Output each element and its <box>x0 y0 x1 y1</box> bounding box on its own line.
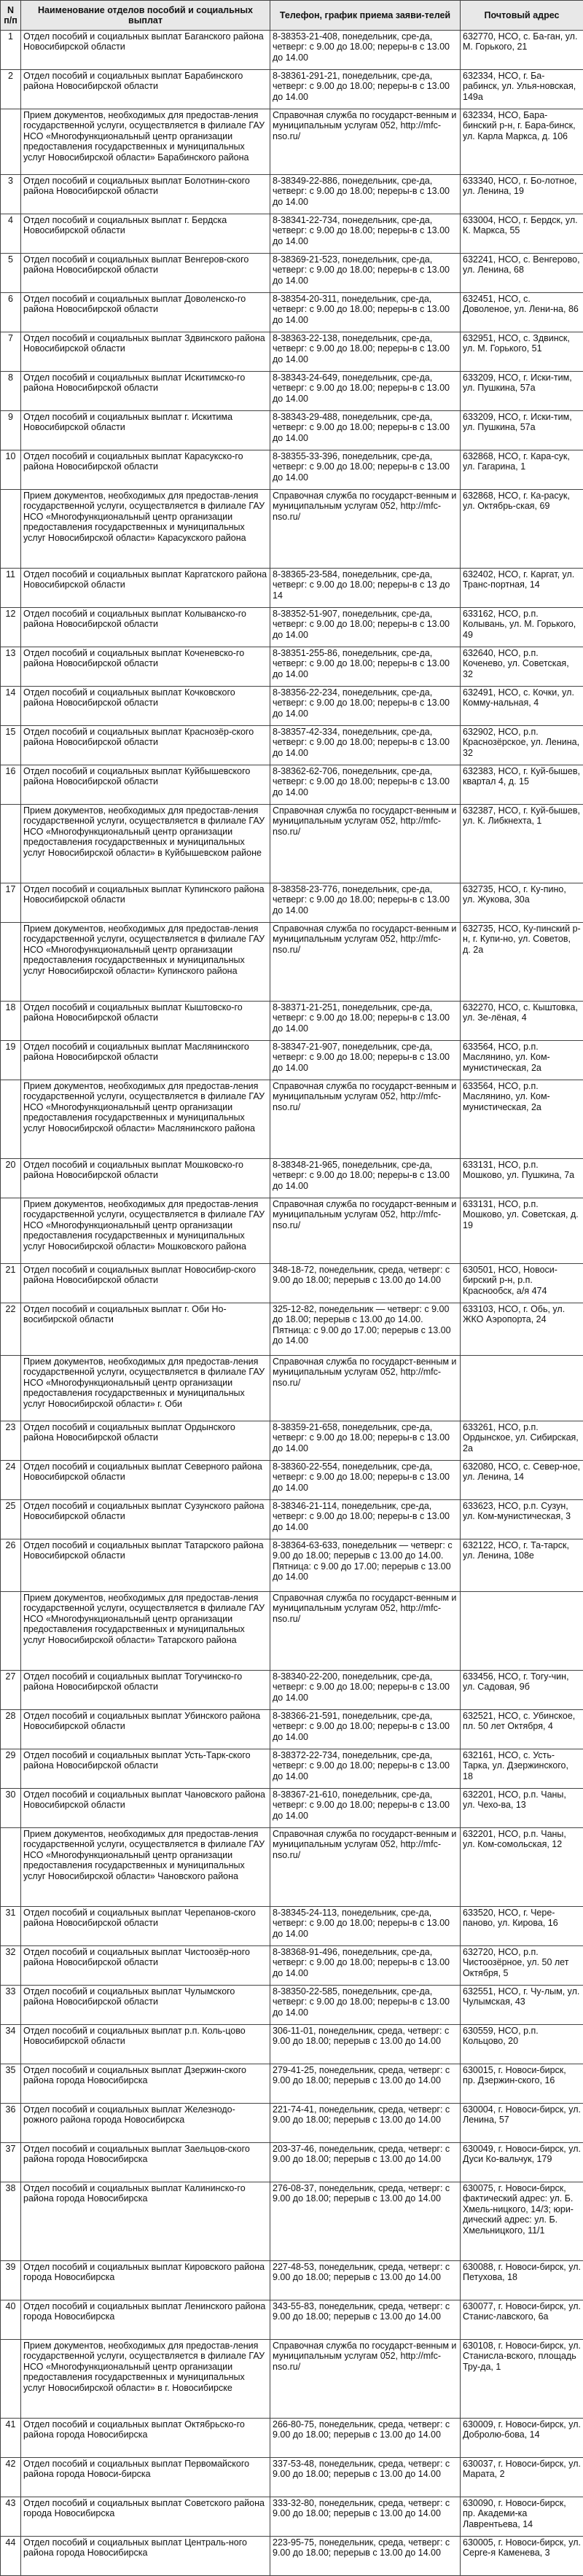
table-row <box>1 109 583 175</box>
row-number: 16 <box>1 765 21 805</box>
table-row <box>1 1041 583 1080</box>
table-row <box>1 1198 583 1264</box>
row-number: 35 <box>1 2064 21 2104</box>
table-row <box>1 411 583 450</box>
phone-schedule: Справочная служба по государст-венным и муниципальным услугам 052, http://mfc-nso.ru/ <box>270 2340 461 2419</box>
office-name: Отдел пособий и социальных выплат Чулымского района Новосибирской области <box>21 1986 270 2025</box>
table-row <box>1 2025 583 2064</box>
table-row <box>1 490 583 569</box>
postal-address: 632491, НСО, с. Кочки, ул. Комму-нальная, 4 <box>461 687 583 726</box>
row-number: 29 <box>1 1749 21 1789</box>
phone-schedule: 325-12-82, понедельник — четверг: с 9.00 до 18.00; перерыв с 13.00 до 14.00. Пятница: с 9.00 до 17.00; перерыв с 13.00 до 14.00 <box>270 1303 461 1356</box>
table-row <box>1 31 583 70</box>
row-number: 19 <box>1 1041 21 1080</box>
row-number: 30 <box>1 1789 21 1828</box>
phone-schedule: 8-38343-29-488, понедельник, сре-да, четверг: с 9.00 до 18.00; переры-в с 13.00 до 14.00 <box>270 411 461 450</box>
office-name: Прием документов, необходимых для предостав-ления государственной услуги, осуществляется в филиале ГАУ НСО «Многофункциональный центр организации предоставления государственных и муниципальных услуг Новосибирской области» Мошковского района <box>21 1198 270 1264</box>
row-number: 10 <box>1 450 21 490</box>
row-number <box>1 490 21 569</box>
office-name: Отдел пособий и социальных выплат Усть-Тарк-ского района Новосибирской области <box>21 1749 270 1789</box>
office-name: Прием документов, необходимых для предостав-ления государственной услуги, осуществляется в филиале ГАУ НСО «Многофункциональный центр организации предоставления государственных и муниципальных услуг Новосибирской области» в Куйбышевском районе <box>21 805 270 883</box>
row-number <box>1 805 21 883</box>
office-name: Отдел пособий и социальных выплат г. Оби Но-восибирской области <box>21 1303 270 1356</box>
office-name: Отдел пособий и социальных выплат Дзержин-ского района города Новосибирска <box>21 2064 270 2104</box>
phone-schedule: 8-38372-22-734, понедельник, сре-да, четверг: с 9.00 до 18.00; переры-в с 13.00 до 14.00 <box>270 1749 461 1789</box>
phone-schedule: 333-32-80, понедельник, среда, четверг: с 9.00 до 18.00; перерыв с 13.00 до 14.00 <box>270 2497 461 2537</box>
row-number: 42 <box>1 2458 21 2497</box>
row-number: 41 <box>1 2419 21 2458</box>
office-name: Отдел пособий и социальных выплат Черепанов-ского района Новосибирской области <box>21 1907 270 1946</box>
row-number: 20 <box>1 1159 21 1198</box>
postal-address: 632383, НСО, г. Куй-бышев, квартал 4, д. 15 <box>461 765 583 805</box>
postal-address: 632402, НСО, г. Каргат, ул. Транс-портная, 14 <box>461 569 583 608</box>
postal-address: 632951, НСО, с. Здвинск, ул. М. Горького, 51 <box>461 332 583 372</box>
row-number: 11 <box>1 569 21 608</box>
row-number: 32 <box>1 1946 21 1986</box>
table-row <box>1 254 583 293</box>
table-row <box>1 293 583 332</box>
table-row <box>1 2340 583 2419</box>
header-number: N п/п <box>1 1 21 31</box>
header-postal-address: Почтовый адрес <box>461 1 583 31</box>
postal-address: 632201, НСО, р.п. Чаны, ул. Чехо-ва, 13 <box>461 1789 583 1828</box>
office-name: Отдел пособий и социальных выплат Централь-ного района города Новосибирска <box>21 2537 270 2576</box>
phone-schedule: 8-38360-22-554, понедельник, сре-да, четверг: с 9.00 до 18.00; переры-в с 13.00 до 14.00 <box>270 1461 461 1500</box>
row-number: 2 <box>1 70 21 109</box>
postal-address: 632902, НСО, р.п. Краснозёрское, ул. Ленина, 32 <box>461 726 583 765</box>
postal-address: 632161, НСО, с. Усть-Тарка, ул. Дзержинского, 18 <box>461 1749 583 1789</box>
postal-address: 632868, НСО, г. Кара-сук, ул. Гагарина, 1 <box>461 450 583 490</box>
postal-address: 633564, НСО, р.п. Маслянино, ул. Ком-мунистическая, 2а <box>461 1041 583 1080</box>
office-name: Отдел пособий и социальных выплат Октябрьско-го района города Новосибирска <box>21 2419 270 2458</box>
phone-schedule: Справочная служба по государст-венным и муниципальным услугам 052, http://mfc-nso.ru/ <box>270 805 461 883</box>
postal-address: 633520, НСО, г. Чере-паново, ул. Кирова, 16 <box>461 1907 583 1946</box>
office-name: Отдел пособий и социальных выплат Купинского района Новосибирской области <box>21 883 270 923</box>
row-number: 26 <box>1 1539 21 1592</box>
phone-schedule: 8-38357-42-334, понедельник, сре-да, четверг: с 9.00 до 18.00; переры-в с 13.00 до 14.00 <box>270 726 461 765</box>
table-row <box>1 175 583 214</box>
table-row <box>1 2497 583 2537</box>
phone-schedule: 8-38361-291-21, понедельник, сре-да, четверг: с 9.00 до 18.00; переры-в с 13.00 до 14.00 <box>270 70 461 109</box>
table-row <box>1 2458 583 2497</box>
row-number: 3 <box>1 175 21 214</box>
row-number: 39 <box>1 2261 21 2300</box>
office-name: Отдел пособий и социальных выплат Краснозёр-ского района Новосибирской области <box>21 726 270 765</box>
phone-schedule: 227-48-53, понедельник, среда, четверг: с 9.00 до 18.00; перерыв с 13.00 до 14.00 <box>270 2261 461 2300</box>
office-name: Отдел пособий и социальных выплат Железнодо-рожного района города Новосибирска <box>21 2104 270 2143</box>
postal-address: 633131, НСО, р.п. Мошково, ул. Советская, д. 19 <box>461 1198 583 1264</box>
table-row <box>1 1749 583 1789</box>
office-name: Отдел пособий и социальных выплат г. Искитима Новосибирской области <box>21 411 270 450</box>
postal-address: 633623, НСО, р.п. Сузун, ул. Ком-мунистическая, 3 <box>461 1500 583 1539</box>
postal-address: 630004, г. Новоси-бирск, ул. Ленина, 57 <box>461 2104 583 2143</box>
row-number: 43 <box>1 2497 21 2537</box>
row-number: 17 <box>1 883 21 923</box>
row-number <box>1 1356 21 1421</box>
phone-schedule: 279-41-25, понедельник, среда, четверг: с 9.00 до 18.00; перерыв с 13.00 до 14.00 <box>270 2064 461 2104</box>
table-row <box>1 70 583 109</box>
phone-schedule: 8-38356-22-234, понедельник, сре-да, четверг: с 9.00 до 18.00; переры-в с 13.00 до 14.00 <box>270 687 461 726</box>
office-name: Прием документов, необходимых для предостав-ления государственной услуги, осуществляется в филиале ГАУ НСО «Многофункциональный центр организации предоставления государственных и муниципальных услуг Новосибирской области» Барабинского района <box>21 109 270 175</box>
phone-schedule: 8-38346-21-114, понедельник, сре-да, четверг: с 9.00 до 18.00; переры-в с 13.00 до 14.00 <box>270 1500 461 1539</box>
phone-schedule: 8-38371-21-251, понедельник, сре-да, четверг: с 9.00 до 18.00; переры-в с 13.00 до 14.00 <box>270 1002 461 1041</box>
row-number: 25 <box>1 1500 21 1539</box>
table-row <box>1 372 583 411</box>
table-row <box>1 1080 583 1159</box>
phone-schedule: 203-37-46, понедельник, среда, четверг: с 9.00 до 18.00; перерыв с 13.00 до 14.00 <box>270 2143 461 2182</box>
postal-address: 630009, г. Новоси-бирск, ул. Добролю-бова, 14 <box>461 2419 583 2458</box>
office-name: Отдел пособий и социальных выплат Маслянинского района Новосибирской области <box>21 1041 270 1080</box>
office-name: Отдел пособий и социальных выплат Баганского района Новосибирской области <box>21 31 270 70</box>
postal-address: 632201, НСО, р.п. Чаны, ул. Ком-сомольская, 12 <box>461 1828 583 1907</box>
row-number: 31 <box>1 1907 21 1946</box>
phone-schedule: 8-38364-63-633, понедельник — четверг: с 9.00 до 18.00; перерыв с 13.00 до 14.00. Пятница: с 9.00 до 17.00; перерыв с 13.00 до 14.00 <box>270 1539 461 1592</box>
office-name: Отдел пособий и социальных выплат Искитимско-го района Новосибирской области <box>21 372 270 411</box>
postal-address: 632122, НСО, г. Та-тарск, ул. Ленина, 108е <box>461 1539 583 1592</box>
row-number <box>1 1198 21 1264</box>
phone-schedule: 8-38348-21-965, понедельник, сре-да, четверг: с 9.00 до 18.00; переры-в с 13.00 до 14.00 <box>270 1159 461 1198</box>
office-name: Прием документов, необходимых для предостав-ления государственной услуги, осуществляется в филиале ГАУ НСО «Многофункциональный центр организации предоставления государственных и муниципальных услуг Новосибирской области» Татарского района <box>21 1592 270 1671</box>
postal-address: 633103, НСО, г. Обь, ул. ЖКО Аэропорта, 24 <box>461 1303 583 1356</box>
row-number: 8 <box>1 372 21 411</box>
postal-address: 630108, г. Новоси-бирск, ул. Станисла-вского, площадь Тру-да, 1 <box>461 2340 583 2419</box>
table-row <box>1 2104 583 2143</box>
office-name: Отдел пособий и социальных выплат Кировского района города Новосибирска <box>21 2261 270 2300</box>
office-name: Отдел пособий и социальных выплат р.п. Коль-цово Новосибирской области <box>21 2025 270 2064</box>
office-name: Прием документов, необходимых для предостав-ления государственной услуги, осуществляется в филиале ГАУ НСО «Многофункциональный центр организации предоставления государственных и муниципальных услуг Новосибирской области» в г. Новосибирске <box>21 2340 270 2419</box>
row-number: 24 <box>1 1461 21 1500</box>
row-number <box>1 2340 21 2419</box>
phone-schedule: 8-38351-255-86, понедельник, сре-да, четверг: с 9.00 до 18.00; переры-в с 13.00 до 14.00 <box>270 647 461 687</box>
phone-schedule: 306-11-01, понедельник, среда, четверг: с 9.00 до 18.00; перерыв с 13.00 до 14.00 <box>270 2025 461 2064</box>
table-row <box>1 2143 583 2182</box>
postal-address: 630037, г. Новоси-бирск, ул. Марата, 2 <box>461 2458 583 2497</box>
table-row <box>1 1159 583 1198</box>
postal-address: 632770, НСО, с. Ба-ган, ул. М. Горького, 21 <box>461 31 583 70</box>
phone-schedule: 8-38340-22-200, понедельник, сре-да, четверг: с 9.00 до 18.00; переры-в с 13.00 до 14.00 <box>270 1671 461 1710</box>
postal-address: 632270, НСО, с. Кыштовка, ул. Зе-лёная, 4 <box>461 1002 583 1041</box>
table-row <box>1 450 583 490</box>
office-name: Прием документов, необходимых для предостав-ления государственной услуги, осуществляется в филиале ГАУ НСО «Многофункциональный центр организации предоставления государственных и муниципальных услуг Новосибирской области» г. Оби <box>21 1356 270 1421</box>
postal-address: 633209, НСО, г. Иски-тим, ул. Пушкина, 57а <box>461 411 583 450</box>
row-number: 40 <box>1 2300 21 2340</box>
table-row <box>1 569 583 608</box>
table-row <box>1 1828 583 1907</box>
table-row <box>1 923 583 1002</box>
table-row <box>1 2182 583 2261</box>
postal-address: 630075, г. Новоси-бирск, фактический адрес: ул. Б. Хмель-ницкого, 14/3; юри-дический адрес: ул. Б. Хмельницкого, 11/1 <box>461 2182 583 2261</box>
office-name: Отдел пособий и социальных выплат Сузунского района Новосибирской области <box>21 1500 270 1539</box>
postal-address: 630005, г. Новоси-бирск, ул. Серге-я Каменева, 3 <box>461 2537 583 2576</box>
table-row <box>1 2261 583 2300</box>
office-name: Прием документов, необходимых для предостав-ления государственной услуги, осуществляется в филиале ГАУ НСО «Многофункциональный центр организации предоставления государственных и муниципальных услуг Новосибирской области» Маслянинского района <box>21 1080 270 1159</box>
office-name: Отдел пособий и социальных выплат Калининско-го района города Новосибирска <box>21 2182 270 2261</box>
office-name: Прием документов, необходимых для предостав-ления государственной услуги, осуществляется в филиале ГАУ НСО «Многофункциональный центр организации предоставления государственных и муниципальных услуг Новосибирской области» Карасукского района <box>21 490 270 569</box>
office-name: Отдел пособий и социальных выплат Кочковского района Новосибирской области <box>21 687 270 726</box>
postal-address: 630088, г. Новоси-бирск, ул. Петухова, 18 <box>461 2261 583 2300</box>
phone-schedule: 8-38365-23-584, понедельник, сре-да, четверг: с 9.00 до 18.00; переры-в с 13 до 14 <box>270 569 461 608</box>
row-number: 1 <box>1 31 21 70</box>
postal-address: 633340, НСО, г. Бо-лотное, ул. Ленина, 19 <box>461 175 583 214</box>
row-number: 18 <box>1 1002 21 1041</box>
postal-address: 633564, НСО, р.п. Маслянино, ул. Ком-мунистическая, 2а <box>461 1080 583 1159</box>
office-name: Отдел пособий и социальных выплат Убинского района Новосибирской области <box>21 1710 270 1749</box>
table-row <box>1 883 583 923</box>
table-row <box>1 332 583 372</box>
table-row <box>1 2537 583 2576</box>
postal-address <box>461 1356 583 1421</box>
table-row <box>1 1592 583 1671</box>
phone-schedule: 8-38353-21-408, понедельник, сре-да, четверг: с 9.00 до 18.00; переры-в с 13.00 до 14.00 <box>270 31 461 70</box>
postal-address <box>461 1592 583 1671</box>
postal-address: 630049, г. Новоси-бирск, ул. Дуси Ко-вальчук, 179 <box>461 2143 583 2182</box>
table-row <box>1 647 583 687</box>
header-phone-schedule: Телефон, график приема заяви-телей <box>270 1 461 31</box>
table-body <box>1 31 583 2576</box>
phone-schedule: 8-38369-21-523, понедельник, сре-да, четверг: с 9.00 до 18.00; переры-в с 13.00 до 14.00 <box>270 254 461 293</box>
row-number <box>1 1080 21 1159</box>
table-row <box>1 726 583 765</box>
office-name: Отдел пособий и социальных выплат Доволенско-го района Новосибирской области <box>21 293 270 332</box>
phone-schedule: Справочная служба по государст-венным и муниципальным услугам 052, http://mfc-nso.ru/ <box>270 1080 461 1159</box>
postal-address: 630077, г. Новоси-бирск, ул. Станис-лавского, 6а <box>461 2300 583 2340</box>
office-name: Отдел пособий и социальных выплат Чановского района Новосибирской области <box>21 1789 270 1828</box>
phone-schedule: 8-38363-22-138, понедельник, сре-да, четверг: с 9.00 до 18.00; переры-в с 13.00 до 14.00 <box>270 332 461 372</box>
phone-schedule: 8-38366-21-591, понедельник, сре-да, четверг: с 9.00 до 18.00; переры-в с 13.00 до 14.00 <box>270 1710 461 1749</box>
postal-address: 632868, НСО, г. Ка-расук, ул. Октябрь-ская, 69 <box>461 490 583 569</box>
postal-address: 630090, г. Новоси-бирск, пр. Академи-ка Лаврентьева, 14 <box>461 2497 583 2537</box>
row-number: 37 <box>1 2143 21 2182</box>
phone-schedule: 8-38367-21-610, понедельник, сре-да, четверг: с 9.00 до 18.00; переры-в с 13.00 до 14.00 <box>270 1789 461 1828</box>
table-row <box>1 1907 583 1946</box>
postal-address: 632451, НСО, с. Доволеное, ул. Лени-на, 86 <box>461 293 583 332</box>
office-name: Отдел пособий и социальных выплат Тогучинско-го района Новосибирской области <box>21 1671 270 1710</box>
row-number: 34 <box>1 2025 21 2064</box>
phone-schedule: 276-08-37, понедельник, среда, четверг: с 9.00 до 18.00; перерыв с 13.00 до 14.00 <box>270 2182 461 2261</box>
row-number: 38 <box>1 2182 21 2261</box>
postal-address: 633209, НСО, г. Иски-тим, ул. Пушкина, 57а <box>461 372 583 411</box>
office-name: Отдел пособий и социальных выплат Советского района города Новосибирска <box>21 2497 270 2537</box>
table-row <box>1 1946 583 1986</box>
postal-address: 633004, НСО, г. Бердск, ул. К. Маркса, 55 <box>461 214 583 254</box>
row-number: 44 <box>1 2537 21 2576</box>
row-number: 27 <box>1 1671 21 1710</box>
office-name: Отдел пособий и социальных выплат Первомайского района города Новоси-бирска <box>21 2458 270 2497</box>
postal-address: 632720, НСО, р.п. Чистоозёрное, ул. 50 лет Октября, 5 <box>461 1946 583 1986</box>
row-number: 22 <box>1 1303 21 1356</box>
phone-schedule: 337-53-48, понедельник, среда, четверг: с 9.00 до 18.00; перерыв с 13.00 до 14.00 <box>270 2458 461 2497</box>
phone-schedule: 8-38368-91-496, понедельник, сре-да, четверг: с 9.00 до 18.00; переры-в с 13.00 до 14.00 <box>270 1946 461 1986</box>
phone-schedule: Справочная служба по государст-венным и муниципальным услугам 052, http://mfc-nso.ru/ <box>270 109 461 175</box>
phone-schedule: Справочная служба по государст-венным и муниципальным услугам 052, http://mfc-nso.ru/ <box>270 1198 461 1264</box>
postal-address: 632080, НСО, с. Север-ное, ул. Ленина, 14 <box>461 1461 583 1500</box>
row-number: 36 <box>1 2104 21 2143</box>
row-number <box>1 923 21 1002</box>
table-row <box>1 1671 583 1710</box>
office-name: Отдел пособий и социальных выплат Куйбышевского района Новосибирской области <box>21 765 270 805</box>
office-name: Отдел пособий и социальных выплат г. Бердска Новосибирской области <box>21 214 270 254</box>
phone-schedule: 223-95-75, понедельник, среда, четверг: с 9.00 до 18.00; перерыв с 13.00 до 14.00 <box>270 2537 461 2576</box>
header-office-name: Наименование отделов пособий и социальных выплат <box>21 1 270 31</box>
phone-schedule: 8-38347-21-907, понедельник, сре-да, четверг: с 9.00 до 18.00; переры-в с 13.00 до 14.00 <box>270 1041 461 1080</box>
table-row <box>1 1539 583 1592</box>
phone-schedule: 8-38343-24-649, понедельник, сре-да, четверг: с 9.00 до 18.00; переры-в с 13.00 до 14.00 <box>270 372 461 411</box>
office-name: Отдел пособий и социальных выплат Колыванско-го района Новосибирской области <box>21 608 270 647</box>
phone-schedule: Справочная служба по государст-венным и муниципальным услугам 052, http://mfc-nso.ru/ <box>270 490 461 569</box>
phone-schedule: 8-38345-24-113, понедельник, сре-да, четверг: с 9.00 до 18.00; переры-в с 13.00 до 14.00 <box>270 1907 461 1946</box>
table-row <box>1 214 583 254</box>
table-row <box>1 608 583 647</box>
phone-schedule: 8-38349-22-886, понедельник, сре-да, четверг: с 9.00 до 18.00; переры-в с 13.00 до 14.00 <box>270 175 461 214</box>
postal-address: 632334, НСО, г. Ба-рабинск, ул. Улья-новская, 149а <box>461 70 583 109</box>
row-number: 5 <box>1 254 21 293</box>
postal-address: 632387, НСО, г. Куй-бышев, ул. К. Либкнехта, 1 <box>461 805 583 883</box>
phone-schedule: Справочная служба по государст-венным и муниципальным услугам 052, http://mfc-nso.ru/ <box>270 923 461 1002</box>
postal-address: 632640, НСО, р.п. Коченево, ул. Советская, 32 <box>461 647 583 687</box>
office-name: Прием документов, необходимых для предостав-ления государственной услуги, осуществляется в филиале ГАУ НСО «Многофункциональный центр организации предоставления государственных и муниципальных услуг Новосибирской области» Купинского района <box>21 923 270 1002</box>
row-number: 9 <box>1 411 21 450</box>
phone-schedule: 221-74-41, понедельник, среда, четверг: с 9.00 до 18.00; перерыв с 13.00 до 14.00 <box>270 2104 461 2143</box>
row-number: 28 <box>1 1710 21 1749</box>
office-name: Отдел пособий и социальных выплат Заельцов-ского района города Новосибирска <box>21 2143 270 2182</box>
phone-schedule: 8-38358-23-776, понедельник, сре-да, четверг: с 9.00 до 18.00; переры-в с 13.00 до 14.00 <box>270 883 461 923</box>
postal-address: 633162, НСО, р.п. Колывань, ул. М. Горького, 49 <box>461 608 583 647</box>
office-name: Отдел пособий и социальных выплат Новосибир-ского района Новосибирской области <box>21 1264 270 1303</box>
table-row <box>1 1303 583 1356</box>
phone-schedule: 8-38352-51-907, понедельник, сре-да, четверг: с 9.00 до 18.00; переры-в с 13.00 до 14.00 <box>270 608 461 647</box>
row-number: 15 <box>1 726 21 765</box>
row-number <box>1 1828 21 1907</box>
row-number: 13 <box>1 647 21 687</box>
row-number <box>1 1592 21 1671</box>
office-name: Отдел пособий и социальных выплат Северного района Новосибирской области <box>21 1461 270 1500</box>
phone-schedule: 8-38350-22-585, понедельник, сре-да, четверг: с 9.00 до 18.00; переры-в с 13.00 до 14.00 <box>270 1986 461 2025</box>
phone-schedule: 8-38341-22-734, понедельник, сре-да, четверг: с 9.00 до 18.00; переры-в с 13.00 до 14.00 <box>270 214 461 254</box>
office-name: Отдел пособий и социальных выплат Каргатского района Новосибирской области <box>21 569 270 608</box>
row-number: 14 <box>1 687 21 726</box>
postal-address: 632551, НСО, г. Чу-лым, ул. Чулымская, 43 <box>461 1986 583 2025</box>
phone-schedule: Справочная служба по государст-венным и муниципальным услугам 052, http://mfc-nso.ru/ <box>270 1356 461 1421</box>
office-name: Отдел пособий и социальных выплат Ленинского района города Новосибирска <box>21 2300 270 2340</box>
postal-address: 632735, НСО, г. Ку-пино, ул. Жукова, 30а <box>461 883 583 923</box>
office-name: Отдел пособий и социальных выплат Мошковско-го района Новосибирской области <box>21 1159 270 1198</box>
table-row <box>1 1356 583 1421</box>
office-name: Отдел пособий и социальных выплат Барабинского района Новосибирской области <box>21 70 270 109</box>
postal-address: 632521, НСО, с. Убинское, пл. 50 лет Октября, 4 <box>461 1710 583 1749</box>
office-name: Отдел пособий и социальных выплат Здвинского района Новосибирской области <box>21 332 270 372</box>
postal-address: 630559, НСО, р.п. Кольцово, 20 <box>461 2025 583 2064</box>
table-header-row <box>1 1 583 31</box>
table-row <box>1 805 583 883</box>
office-name: Отдел пособий и социальных выплат Чистоозёр-ного района Новосибирской области <box>21 1946 270 1986</box>
row-number: 4 <box>1 214 21 254</box>
office-name: Отдел пособий и социальных выплат Болотнин-ского района Новосибирской области <box>21 175 270 214</box>
table-row <box>1 1710 583 1749</box>
table-row <box>1 1421 583 1461</box>
postal-address: 633456, НСО, г. Тогу-чин, ул. Садовая, 9б <box>461 1671 583 1710</box>
phone-schedule: 266-80-75, понедельник, среда, четверг: с 9.00 до 18.00; перерыв с 13.00 до 14.00 <box>270 2419 461 2458</box>
table-row <box>1 2419 583 2458</box>
postal-address: 632241, НСО, с. Венгерово, ул. Ленина, 68 <box>461 254 583 293</box>
table-row <box>1 2064 583 2104</box>
table-row <box>1 1986 583 2025</box>
row-number: 12 <box>1 608 21 647</box>
table-row <box>1 1789 583 1828</box>
office-name: Отдел пособий и социальных выплат Татарского района Новосибирской области <box>21 1539 270 1592</box>
postal-address: 632334, НСО, Бара-бинский р-н, г. Бара-бинск, ул. Карла Маркса, д. 106 <box>461 109 583 175</box>
office-name: Отдел пособий и социальных выплат Ордынского района Новосибирской области <box>21 1421 270 1461</box>
table-row <box>1 1264 583 1303</box>
table-row <box>1 1002 583 1041</box>
phone-schedule: Справочная служба по государст-венным и муниципальным услугам 052, http://mfc-nso.ru/ <box>270 1828 461 1907</box>
row-number: 23 <box>1 1421 21 1461</box>
table-row <box>1 2300 583 2340</box>
postal-address: 632735, НСО, Ку-пинский р-н, г. Купи-но, ул. Советов, д. 2а <box>461 923 583 1002</box>
phone-schedule: 8-38355-33-396, понедельник, сре-да, четверг: с 9.00 до 18.00; переры-в с 13.00 до 14.00 <box>270 450 461 490</box>
row-number: 7 <box>1 332 21 372</box>
table-row <box>1 1461 583 1500</box>
row-number <box>1 109 21 175</box>
postal-address: 633261, НСО, р.п. Ордынское, ул. Сибирская, 2а <box>461 1421 583 1461</box>
office-name: Прием документов, необходимых для предостав-ления государственной услуги, осуществляется в филиале ГАУ НСО «Многофункциональный центр организации предоставления государственных и муниципальных услуг Новосибирской области» Чановского района <box>21 1828 270 1907</box>
row-number: 21 <box>1 1264 21 1303</box>
office-name: Отдел пособий и социальных выплат Венгеров-ского района Новосибирской области <box>21 254 270 293</box>
office-name: Отдел пособий и социальных выплат Карасукско-го района Новосибирской области <box>21 450 270 490</box>
table-row <box>1 1500 583 1539</box>
office-name: Отдел пособий и социальных выплат Коченевско-го района Новосибирской области <box>21 647 270 687</box>
postal-address: 630015, г. Новоси-бирск, пр. Дзержин-ского, 16 <box>461 2064 583 2104</box>
office-name: Отдел пособий и социальных выплат Кыштовско-го района Новосибирской области <box>21 1002 270 1041</box>
phone-schedule: 348-18-72, понедельник, среда, четверг: с 9.00 до 18.00; перерыв с 13.00 до 14.00 <box>270 1264 461 1303</box>
row-number: 6 <box>1 293 21 332</box>
phone-schedule: 8-38362-62-706, понедельник, сре-да, четверг: с 9.00 до 18.00; переры-в с 13.00 до 14.00 <box>270 765 461 805</box>
table-row <box>1 687 583 726</box>
table-row <box>1 765 583 805</box>
phone-schedule: 8-38354-20-311, понедельник, сре-да, четверг: с 9.00 до 18.00; переры-в с 13.00 до 14.00 <box>270 293 461 332</box>
postal-address: 630501, НСО, Новоси-бирский р-н, р.п. Краснообск, а/я 474 <box>461 1264 583 1303</box>
phone-schedule: 8-38359-21-658, понедельник, сре-да, четверг: с 9.00 до 18.00; переры-в с 13.00 до 14.00 <box>270 1421 461 1461</box>
row-number: 33 <box>1 1986 21 2025</box>
phone-schedule: Справочная служба по государст-венным и муниципальным услугам 052, http://mfc-nso.ru/ <box>270 1592 461 1671</box>
phone-schedule: 343-55-83, понедельник, среда, четверг: с 9.00 до 18.00; перерыв с 13.00 до 14.00 <box>270 2300 461 2340</box>
postal-address: 633131, НСО, р.п. Мошково, ул. Пушкина, 7а <box>461 1159 583 1198</box>
